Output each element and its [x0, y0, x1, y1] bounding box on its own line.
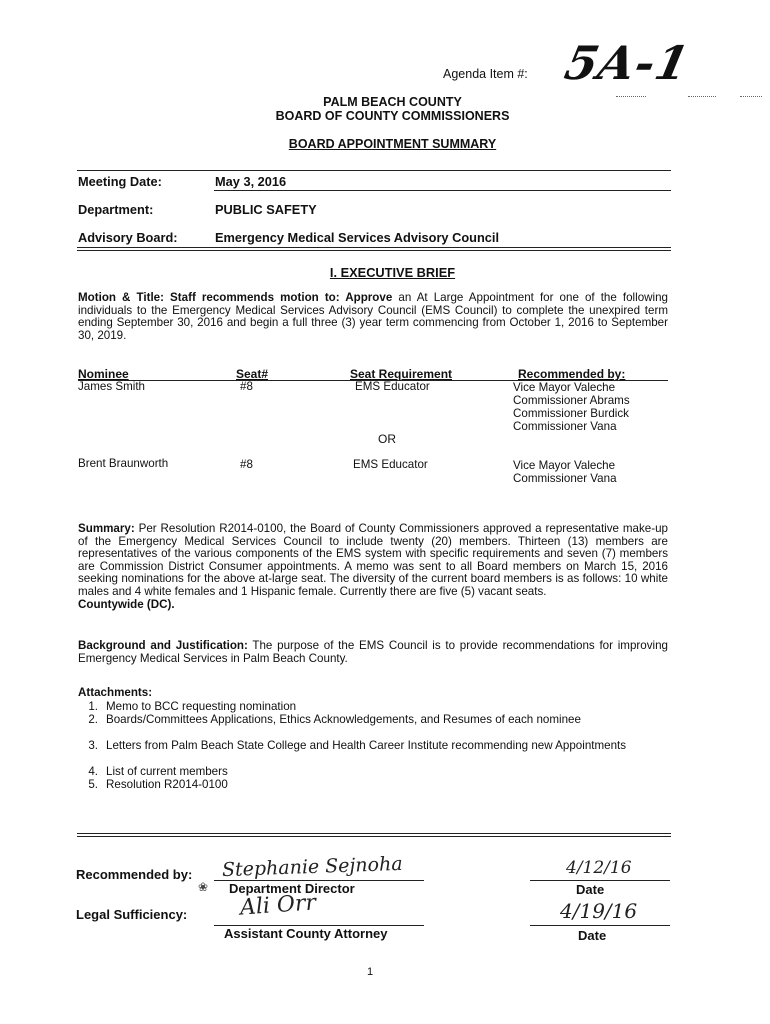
nominee-seat: #8 — [240, 458, 253, 471]
attachment-number: 3. — [88, 739, 98, 752]
attachment-text: Boards/Committees Applications, Ethics Acknowledgements, and Resumes of each nominee — [106, 713, 581, 726]
attachment-number: 5. — [88, 778, 98, 791]
background-label: Background and Justification: — [78, 639, 248, 652]
divider — [77, 170, 671, 171]
attachment-item — [84, 714, 674, 740]
divider — [77, 833, 671, 837]
recommender: Commissioner Vana — [513, 472, 617, 485]
background-text: The purpose of the EMS Council is to provide recommendations for improving Emergency Medical Services in Palm Beach County. — [78, 639, 668, 665]
summary-text: Per Resolution R2014-0100, the Board of County Commissioners approved a representative make-up of the Emergency Medical Services Council to include twenty (20) members. Thirteen (13) members are representatives of the various components of the EMS system with specific requirements and seven (7) members are Commission District Consumer appointments. A memo was sent to all Board members on March 15, 2016 seeking nominations for the above at-large seat. The diversity of the current board members is as follows: 10 white males and 4 white females and 1 Hispanic female. Currently there are five (5) vacant seats. — [78, 522, 668, 598]
recommender: Vice Mayor Valeche — [513, 381, 616, 394]
page-number: 1 — [367, 966, 374, 978]
board-name: BOARD OF COUNTY COMMISSIONERS — [275, 109, 510, 123]
legal-date-label: Date — [578, 928, 607, 943]
stamp-mark: ❀ — [198, 880, 209, 894]
assistant-county-attorney-title: Assistant County Attorney — [224, 926, 388, 941]
nominee-requirement: EMS Educator — [355, 380, 430, 393]
attachment-number: 1. — [88, 700, 98, 713]
date-line — [530, 880, 670, 881]
advisory-board-label: Advisory Board: — [78, 230, 178, 245]
nominee-name: Brent Braunworth — [78, 457, 169, 470]
attorney-date: 4/19/16 — [560, 899, 638, 923]
nominee-name: James Smith — [78, 380, 146, 393]
recommender: Vice Mayor Valeche — [513, 459, 616, 472]
summary-paragraph — [78, 523, 668, 611]
col-header-recommended: Recommended by: — [518, 367, 626, 381]
nominee-requirement: EMS Educator — [353, 458, 428, 471]
department-director-title: Department Director — [229, 881, 355, 896]
meeting-date-value: May 3, 2016 — [215, 174, 287, 189]
attachment-number: 2. — [88, 713, 98, 726]
date-label: Date — [576, 882, 605, 897]
col-header-seat: Seat# — [236, 367, 269, 381]
summary-scope: Countywide (DC). — [78, 597, 175, 611]
or-separator: OR — [378, 432, 396, 446]
col-header-nominee: Nominee — [78, 367, 129, 381]
background-paragraph — [78, 640, 668, 665]
page-title: BOARD APPOINTMENT SUMMARY — [288, 137, 497, 151]
recommended-by-label: Recommended by: — [76, 867, 193, 882]
attachment-text: Letters from Palm Beach State College and Health Career Institute recommending new Appointments — [106, 739, 627, 752]
attachment-number: 4. — [88, 765, 98, 778]
date-line — [530, 925, 670, 926]
department-value: PUBLIC SAFETY — [215, 202, 317, 217]
motion-text: an At Large Appointment for one of the following individuals to the Emergency Medical Services Advisory Council (EMS Council) to complete the unexpired term ending September 30, 2016 and begin a full three (3) year term commencing from October 1, 2016 to September 30, 2019. — [78, 291, 668, 342]
nominee-seat: #8 — [240, 380, 253, 393]
county-name: PALM BEACH COUNTY — [323, 95, 462, 109]
agenda-item-number: 5A-1 — [560, 36, 695, 90]
attachment-text: Memo to BCC requesting nomination — [106, 700, 297, 713]
director-signature: Stephanie Sejnoha — [221, 852, 403, 882]
recommender: Commissioner Abrams — [513, 394, 630, 407]
attachment-text: List of current members — [106, 765, 228, 778]
divider — [77, 247, 671, 251]
summary-label: Summary: — [78, 522, 135, 535]
section-title: I. EXECUTIVE BRIEF — [329, 265, 456, 280]
attachments-label: Attachments: — [78, 686, 153, 699]
motion-label: Motion & Title: Staff recommends motion to: Approve — [78, 291, 393, 304]
col-header-requirement: Seat Requirement — [350, 367, 453, 381]
recommender: Commissioner Vana — [513, 420, 617, 433]
director-date: 4/12/16 — [566, 858, 632, 878]
attachment-item — [84, 779, 674, 792]
department-label: Department: — [78, 202, 154, 217]
attachment-text: Resolution R2014-0100 — [106, 778, 228, 791]
legal-sufficiency-label: Legal Sufficiency: — [76, 907, 188, 922]
meeting-date-label: Meeting Date: — [78, 174, 162, 189]
attorney-signature: Ali Orr — [239, 890, 317, 921]
motion-paragraph — [78, 292, 668, 342]
attachment-item — [84, 740, 674, 766]
divider — [214, 190, 671, 191]
agenda-item-label: Agenda Item #: — [443, 67, 528, 81]
recommender: Commissioner Burdick — [513, 407, 629, 420]
advisory-board-value: Emergency Medical Services Advisory Council — [215, 230, 500, 245]
